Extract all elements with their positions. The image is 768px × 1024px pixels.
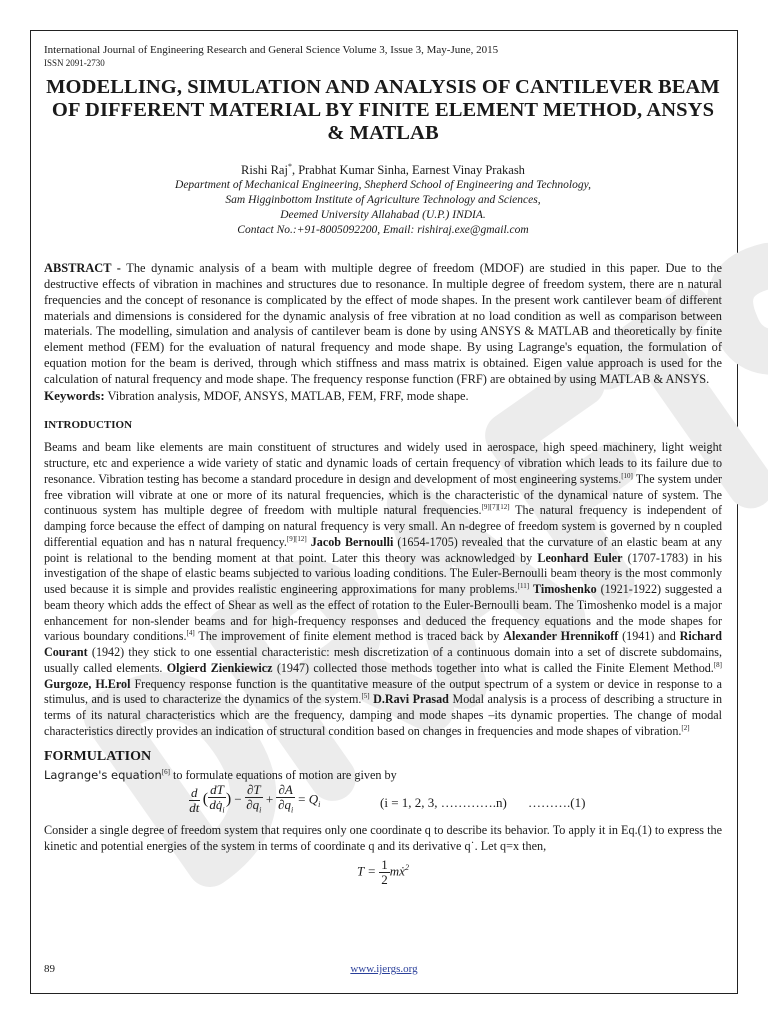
lagrange-label: Lagrange's equation bbox=[44, 767, 162, 782]
page-number: 89 bbox=[44, 963, 55, 975]
citation: [5] bbox=[361, 692, 370, 701]
formulation-heading: FORMULATION bbox=[44, 748, 152, 764]
name-gurgoze: Gurgoze, H.Erol bbox=[44, 676, 131, 691]
author-mark: * bbox=[287, 162, 292, 171]
contact-line: Contact No.:+91-8005092200, Email: rishiraj.exe@gmail.com bbox=[237, 224, 529, 237]
formulation-text: Consider a single degree of freedom system that requires only one coordinate q to describe its behavior. To apply it in Eq.(1) to express the kinetic and potential energies of the system in terms of coordinate q and its derivative q˙. Let q=x then, bbox=[44, 823, 722, 853]
equation-1 bbox=[44, 783, 722, 823]
formulation-lead-text: to formulate equations of motion are given by bbox=[169, 767, 397, 782]
keywords bbox=[44, 388, 722, 405]
abstract-text: The dynamic analysis of a beam with multiple degree of freedom (MDOF) are studied in this paper. Due to the destructive effects of vibration in machines and structures due to resonance. In multiple degree of freedom system, there are n natural frequencies and the concept of resonance is complicated by the effect of mode shapes. In the present work cantilever beam of different materials and dimensions is considered for the dynamic analysis of free vibration at no load condition as well as comparison between materials. The modelling, simulation and analysis of cantilever beam is done by using ANSYS & MATLAB and theoretically by finite element method (FEM) for the evaluation of natural frequency and mode shape. By using Lagrange's equation, the formulation of equation motion for the beam is derived, through which stiffness and mass matrix is obtained. Eigen value approach is used for the calculation of natural frequency and mode shape. The frequency response function (FRF) are obtained by using MATLAB & ANSYS. bbox=[44, 261, 722, 386]
name-bernoulli: Jacob Bernoulli bbox=[306, 534, 394, 549]
affiliation-line-2: Sam Higginbottom Institute of Agriculture Technology and Sciences, bbox=[225, 194, 541, 207]
citation: [8] bbox=[713, 660, 723, 669]
paper-page bbox=[44, 44, 722, 887]
keywords-text: Vibration analysis, MDOF, ANSYS, MATLAB, FEM, FRF, mode shape. bbox=[104, 388, 469, 403]
intro-text-6: (1921-1922) suggested a beam theory which adds the effect of Shear as well as the effect of rotation to the Euler-Bernoulli beam. The Timoshenko model is a major enhancement for non-slender beams and for high-frequency responses and deduced the frequency equations and the mode shapes for various boundary conditions. bbox=[44, 582, 723, 644]
intro-text-9: (1942) they stick to one essential characteristic: mesh discretization of a continuous domain into a set of discrete subdomains, usually called elements. bbox=[44, 645, 722, 675]
journal-url-link[interactable]: www.ijergs.org bbox=[350, 963, 418, 975]
name-zienkiewicz: Olgierd Zienkiewicz bbox=[166, 660, 273, 675]
author-1: Rishi Raj bbox=[241, 163, 288, 178]
intro-text-5: (1707-1783) in his investigation of the shape of elastic beams subjected to various loading conditions. The Euler-Bernoulli beam theory is the most commonly used because it is simple and provides realistic engineering approximations for many problems. bbox=[44, 550, 722, 597]
abstract-label: ABSTRACT - bbox=[44, 261, 121, 276]
introduction-text bbox=[44, 440, 722, 739]
name-hrennikoff: Alexander Hrennikoff bbox=[503, 629, 619, 644]
name-prasad: D.Ravi Prasad bbox=[369, 692, 449, 707]
equation-range: (i = 1, 2, 3, ………….n) bbox=[380, 795, 507, 811]
affiliation-line-1: Department of Mechanical Engineering, Shepherd School of Engineering and Technology, bbox=[175, 179, 591, 192]
intro-text-2: The system under free vibration will vibrate at one or more of its natural frequencies, which is the characteristic of the dynamical nature of system. The continuous system has multiple degree of freedom with multiple natural frequencies. bbox=[44, 471, 722, 518]
intro-text-12: Modal analysis is a process of describing a structure in terms of its natural characteristics which are the frequency, damping and mode shapes –its dynamic properties. The change of modal characteristics directly provides an indication of structural condition based on changes in frequencies and mode shapes of vibration. bbox=[44, 692, 723, 738]
citation: [4] bbox=[186, 629, 195, 638]
intro-text-10: (1947) collected those methods together into what is called the Finite Element Method. bbox=[272, 660, 714, 675]
abstract bbox=[44, 261, 722, 387]
name-euler: Leonhard Euler bbox=[537, 550, 623, 565]
name-timoshenko: Timoshenko bbox=[532, 582, 597, 597]
paper-title: MODELLING, SIMULATION AND ANALYSIS OF CANTILEVER BEAM OF DIFFERENT MATERIAL BY FINITE ELEMENT METHOD, ANSYS & MATLAB bbox=[46, 76, 720, 144]
citation: [6] bbox=[161, 767, 170, 776]
equation-number: ……….(1) bbox=[528, 795, 586, 811]
intro-text-3: The natural frequency is independent of damping force because the effect of damping on natural frequency is very small. An n-degree of freedom system is governed by n coupled differential equation and has n natural frequency. bbox=[44, 503, 722, 549]
affiliation-line-3: Deemed University Allahabad (U.P.) INDIA. bbox=[280, 209, 486, 222]
lagrange-equation: $\frac{d}{dt}$ ( $\frac{dT}{dq̇_i}$ ) − $\frac{\partial T}{\partial q_i}$ + $\frac{\partial A}{\partial q_i}$ = $Q_i$ bbox=[189, 782, 321, 815]
citation: [9][7][12] bbox=[481, 503, 510, 512]
issn: ISSN 2091-2730 bbox=[44, 58, 105, 68]
authors bbox=[44, 159, 722, 178]
intro-text-7: The improvement of finite element method is traced back by bbox=[194, 629, 504, 644]
equation-kinetic-energy: T = $\frac{1}{2}$ mẋ$^2$ bbox=[357, 857, 409, 888]
author-rest: , Prabhat Kumar Sinha, Earnest Vinay Prakash bbox=[291, 163, 525, 178]
intro-text-4: (1654-1705) revealed that the curvature of an elastic beam at any point is relational to the bending moment at that point. Later this theory was acknowledged by bbox=[44, 534, 723, 565]
affiliation bbox=[44, 178, 722, 238]
citation: [11] bbox=[517, 582, 530, 591]
name-courant: Richard Courant bbox=[44, 629, 722, 660]
formulation-lead bbox=[44, 765, 722, 784]
intro-text-8: (1941) and bbox=[618, 629, 680, 644]
citation: [10] bbox=[621, 471, 633, 480]
intro-text-11: Frequency response function is the quantitative measure of the output spectrum of a system or device in response to a stimulus, and is used to characterize the dynamics of the system. bbox=[44, 676, 722, 707]
citation: [9][12] bbox=[286, 534, 307, 543]
introduction-heading: INTRODUCTION bbox=[44, 419, 133, 432]
intro-text-1: Beams and beam like elements are main constituent of structures and widely used in aerospace, high speed machinery, light weight structure, etc and experience a wide variety of static and dynamic loads of certain frequency of vibration which leads to its failure due to resonance. Vibration testing has become a standard procedure in design and development of most engineering systems. bbox=[44, 440, 722, 486]
citation: [2] bbox=[681, 723, 690, 732]
keywords-label: Keywords: bbox=[44, 387, 105, 403]
journal-header: International Journal of Engineering Research and General Science Volume 3, Issue 3, May-June, 2015 bbox=[44, 44, 499, 56]
